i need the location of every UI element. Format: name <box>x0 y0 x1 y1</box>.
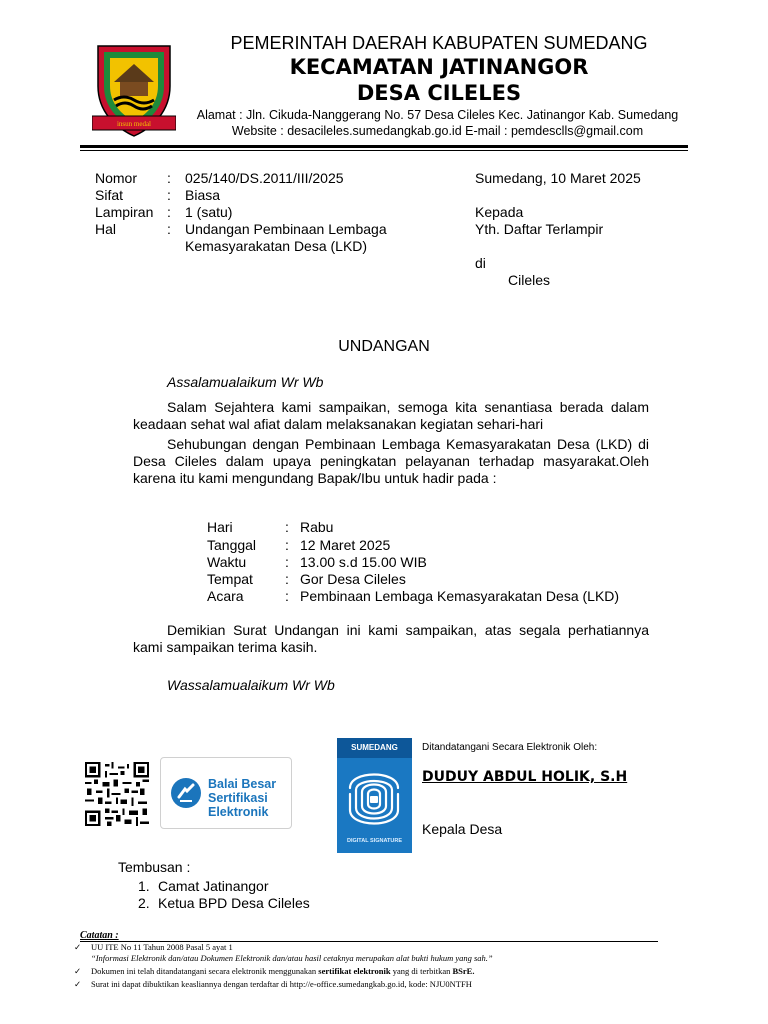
paragraph-1-text: Salam Sejahtera kami sampaikan, semoga kita senantiasa berada dalam keadaan sehat wal afiat dalam melaksanakan kegiatan sehari-hari <box>133 399 649 432</box>
tembusan-text: Camat Jatinangor <box>158 878 269 894</box>
meta-sifat <box>95 187 415 204</box>
bsre-line-1: Balai Besar <box>208 777 277 791</box>
detail-waktu <box>207 554 427 571</box>
note-2 <box>74 966 474 977</box>
detail-colon: : <box>285 554 289 570</box>
note-1-text: UU ITE No 11 Tahun 2008 Pasal 5 ayat 1 <box>91 942 233 952</box>
fingerprint-lock-icon <box>344 764 404 834</box>
tembusan-text: Ketua BPD Desa Cileles <box>158 895 310 911</box>
government-name: PEMERINTAH DAERAH KABUPATEN SUMEDANG <box>230 33 648 53</box>
village-name: DESA CILELES <box>356 81 522 105</box>
meta-value: Biasa <box>185 187 221 203</box>
detail-label: Tempat <box>207 571 253 587</box>
detail-value: Rabu <box>300 519 334 535</box>
detail-value: 13.00 s.d 15.00 WIB <box>300 554 427 570</box>
addressee-yth: Yth. Daftar Terlampir <box>475 221 604 237</box>
tembusan-number: 1. <box>138 878 150 894</box>
note-2-part-a: Dokumen ini telah ditandatangani secara elektronik menggunakan <box>91 966 319 976</box>
card-footer: DIGITAL SIGNATURE <box>347 838 402 844</box>
meta-value: Undangan Pembinaan Lembaga Kemasyarakatan Desa (LKD) <box>185 221 387 254</box>
check-icon: ✓ <box>74 942 82 952</box>
detail-label: Waktu <box>207 554 247 570</box>
detail-colon: : <box>285 519 289 535</box>
meta-colon: : <box>167 170 171 186</box>
meta-nomor <box>95 170 415 187</box>
detail-hari <box>207 519 333 536</box>
bsre-logo-icon <box>170 777 202 809</box>
detail-value: Pembinaan Lembaga Kemasyarakatan Desa (LKD) <box>300 588 620 604</box>
note-2-text <box>91 966 474 977</box>
detail-colon: : <box>285 537 289 553</box>
letter-date: Sumedang, 10 Maret 2025 <box>475 170 641 186</box>
bsre-label <box>208 777 276 819</box>
meta-label: Nomor <box>95 170 138 186</box>
meta-label: Lampiran <box>95 204 154 220</box>
addressee-place: Cileles <box>508 272 551 288</box>
signed-by-label: Ditandatangani Secara Elektronik Oleh: <box>422 742 598 753</box>
meta-value: 1 (satu) <box>185 204 233 220</box>
greeting: Assalamualaikum Wr Wb <box>167 374 324 390</box>
meta-colon: : <box>167 187 171 203</box>
meta-label: Hal <box>95 221 117 237</box>
note-1 <box>74 942 233 953</box>
signer-name: DUDUY ABDUL HOLIK, S.H <box>422 769 628 785</box>
letter-title: UNDANGAN <box>338 338 430 355</box>
detail-label: Acara <box>207 588 244 604</box>
detail-label: Hari <box>207 519 233 535</box>
logo-motto: insun medal <box>116 120 152 128</box>
tembusan-item <box>138 895 310 912</box>
signer-position: Kepala Desa <box>422 821 503 837</box>
tembusan-item <box>138 878 269 895</box>
closing-text: Demikian Surat Undangan ini kami sampaikan, atas segala perhatiannya kami sampaikan terima kasih. <box>133 622 649 655</box>
addressee-di: di <box>475 255 486 271</box>
meta-colon: : <box>167 204 171 220</box>
note-2-part-b: sertifikat elektronik <box>318 966 391 976</box>
paragraph-2 <box>133 436 649 487</box>
office-address: Alamat : Jln. Cikuda-Nanggerang No. 57 Desa Cileles Kec. Jatinangor Kab. Sumedang <box>196 108 679 122</box>
check-icon: ✓ <box>74 979 82 989</box>
office-contact: Website : desacileles.sumedangkab.go.id E-mail : pemdesclls@gmail.com <box>231 124 644 138</box>
detail-tanggal <box>207 537 390 554</box>
tembusan-title: Tembusan : <box>118 859 191 875</box>
meta-label: Sifat <box>95 187 124 203</box>
paragraph-1 <box>133 399 649 433</box>
detail-colon: : <box>285 588 289 604</box>
letterhead-rule <box>80 145 688 148</box>
bsre-line-3: Elektronik <box>208 805 269 819</box>
card-header: SUMEDANG <box>337 738 412 758</box>
check-icon: ✓ <box>74 966 82 976</box>
detail-acara <box>207 588 619 605</box>
qr-code-icon <box>85 762 149 826</box>
meta-value: 025/140/DS.2011/III/2025 <box>185 170 344 186</box>
detail-value: Gor Desa Cileles <box>300 571 406 587</box>
detail-colon: : <box>285 571 289 587</box>
note-3 <box>74 979 472 990</box>
notes-title: Catatan : <box>80 930 119 941</box>
detail-tempat <box>207 571 406 588</box>
district-name: KECAMATAN JATINANGOR <box>289 55 589 79</box>
tembusan-number: 2. <box>138 895 150 911</box>
note-2-part-d: BSrE. <box>452 966 475 976</box>
meta-colon: : <box>167 221 171 237</box>
meta-lampiran <box>95 204 415 221</box>
note-1-quote: “Informasi Elektronik dan/atau Dokumen Elektronik dan/atau hasil cetaknya merupakan alat bukti hukum yang sah.” <box>91 953 493 963</box>
sumedang-crest-icon <box>92 42 176 138</box>
detail-label: Tanggal <box>207 537 257 553</box>
detail-value: 12 Maret 2025 <box>300 537 391 553</box>
note-2-part-c: yang di terbitkan <box>390 966 453 976</box>
closing-paragraph <box>133 622 649 656</box>
paragraph-2-text: Sehubungan dengan Pembinaan Lembaga Kemasyarakatan Desa (LKD) di Desa Cileles dalam upaya peningkatan pelayanan terhadap masyarakat.Oleh karena itu kami mengundang Bapak/Ibu untuk hadir pada : <box>133 436 649 486</box>
addressee-to: Kepada <box>475 204 524 220</box>
note-3-text: Surat ini dapat dibuktikan keasliannya dengan terdaftar di http://e-office.sumedangkab.go.id, kode: NJU0NTFH <box>91 979 472 989</box>
farewell: Wassalamualaikum Wr Wb <box>167 677 335 693</box>
letterhead-rule-thin <box>80 150 688 151</box>
bsre-line-2: Sertifikasi <box>208 791 268 805</box>
meta-hal <box>95 221 405 255</box>
